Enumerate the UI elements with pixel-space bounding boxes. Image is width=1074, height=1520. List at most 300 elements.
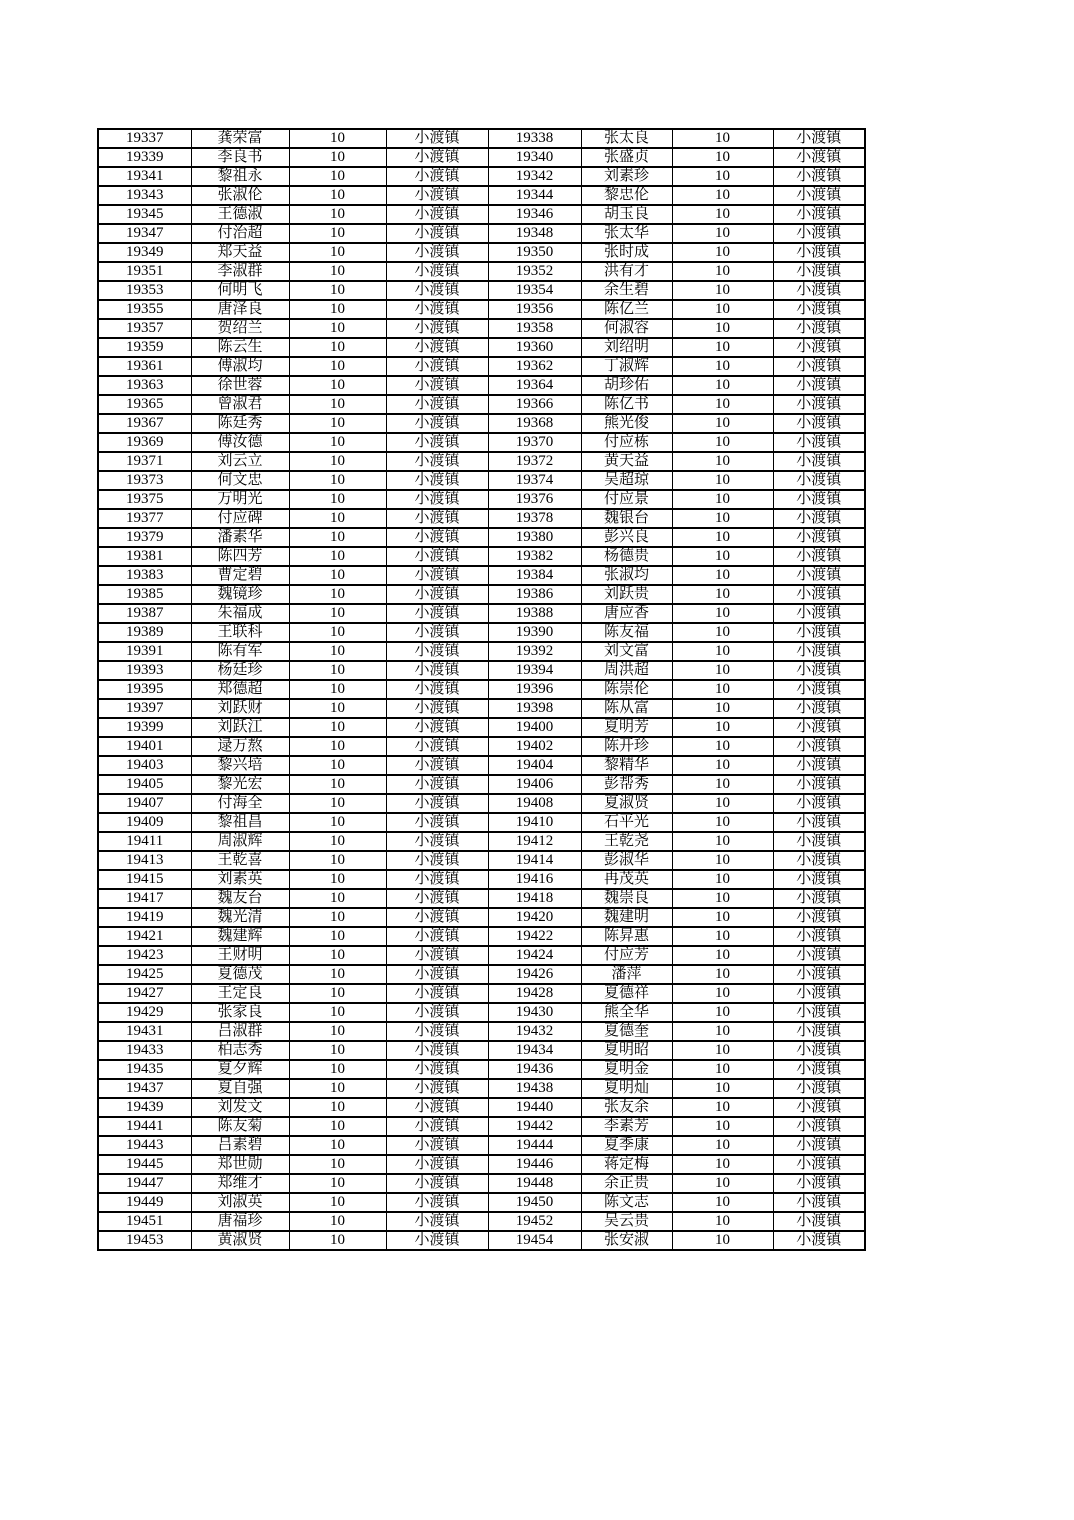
- person-name-cell: 王联科: [191, 623, 289, 642]
- amount-cell: 10: [289, 1098, 386, 1117]
- person-id-cell: 19415: [98, 870, 191, 889]
- amount-cell: 10: [672, 1174, 773, 1193]
- table-row: [98, 452, 865, 471]
- person-name-cell: 杨廷珍: [191, 661, 289, 680]
- amount-cell: 10: [289, 984, 386, 1003]
- person-id-cell: 19390: [488, 623, 581, 642]
- amount-cell: 10: [289, 148, 386, 167]
- amount-cell: 10: [672, 604, 773, 623]
- amount-cell: 10: [289, 167, 386, 186]
- person-name-cell: 陈友菊: [191, 1117, 289, 1136]
- amount-cell: 10: [289, 680, 386, 699]
- amount-cell: 10: [672, 509, 773, 528]
- town-cell: 小渡镇: [386, 1212, 488, 1231]
- person-id-cell: 19433: [98, 1041, 191, 1060]
- table-row: [98, 1022, 865, 1041]
- person-name-cell: 潘萍: [581, 965, 672, 984]
- town-cell: 小渡镇: [773, 357, 865, 376]
- town-cell: 小渡镇: [773, 642, 865, 661]
- person-id-cell: 19367: [98, 414, 191, 433]
- person-id-cell: 19343: [98, 186, 191, 205]
- person-name-cell: 黎忠伦: [581, 186, 672, 205]
- amount-cell: 10: [672, 338, 773, 357]
- person-name-cell: 彭帮秀: [581, 775, 672, 794]
- table-row: [98, 395, 865, 414]
- person-name-cell: 徐世蓉: [191, 376, 289, 395]
- person-name-cell: 李良书: [191, 148, 289, 167]
- person-id-cell: 19436: [488, 1060, 581, 1079]
- town-cell: 小渡镇: [773, 1193, 865, 1212]
- amount-cell: 10: [289, 908, 386, 927]
- table-row: [98, 1136, 865, 1155]
- person-id-cell: 19422: [488, 927, 581, 946]
- town-cell: 小渡镇: [386, 927, 488, 946]
- person-id-cell: 19358: [488, 319, 581, 338]
- amount-cell: 10: [289, 718, 386, 737]
- person-id-cell: 19384: [488, 566, 581, 585]
- person-name-cell: 夏德茂: [191, 965, 289, 984]
- amount-cell: 10: [672, 566, 773, 585]
- town-cell: 小渡镇: [386, 243, 488, 262]
- person-id-cell: 19372: [488, 452, 581, 471]
- person-id-cell: 19418: [488, 889, 581, 908]
- table-row: [98, 414, 865, 433]
- amount-cell: 10: [289, 129, 386, 148]
- town-cell: 小渡镇: [773, 547, 865, 566]
- person-id-cell: 19389: [98, 623, 191, 642]
- person-name-cell: 郑德超: [191, 680, 289, 699]
- town-cell: 小渡镇: [773, 889, 865, 908]
- person-id-cell: 19385: [98, 585, 191, 604]
- town-cell: 小渡镇: [386, 718, 488, 737]
- person-name-cell: 黎光宏: [191, 775, 289, 794]
- person-name-cell: 郑维才: [191, 1174, 289, 1193]
- person-id-cell: 19378: [488, 509, 581, 528]
- town-cell: 小渡镇: [386, 452, 488, 471]
- town-cell: 小渡镇: [773, 262, 865, 281]
- town-cell: 小渡镇: [773, 984, 865, 1003]
- person-name-cell: 魏银台: [581, 509, 672, 528]
- town-cell: 小渡镇: [773, 737, 865, 756]
- amount-cell: 10: [672, 433, 773, 452]
- person-id-cell: 19421: [98, 927, 191, 946]
- amount-cell: 10: [672, 528, 773, 547]
- amount-cell: 10: [289, 414, 386, 433]
- person-id-cell: 19438: [488, 1079, 581, 1098]
- amount-cell: 10: [672, 452, 773, 471]
- person-name-cell: 曾淑君: [191, 395, 289, 414]
- person-name-cell: 潘素华: [191, 528, 289, 547]
- person-name-cell: 李素芳: [581, 1117, 672, 1136]
- town-cell: 小渡镇: [773, 680, 865, 699]
- town-cell: 小渡镇: [386, 1060, 488, 1079]
- person-id-cell: 19447: [98, 1174, 191, 1193]
- person-id-cell: 19441: [98, 1117, 191, 1136]
- person-id-cell: 19394: [488, 661, 581, 680]
- person-name-cell: 冉茂英: [581, 870, 672, 889]
- person-name-cell: 王乾尧: [581, 832, 672, 851]
- amount-cell: 10: [289, 1193, 386, 1212]
- person-id-cell: 19357: [98, 319, 191, 338]
- person-name-cell: 王定良: [191, 984, 289, 1003]
- person-name-cell: 唐应香: [581, 604, 672, 623]
- person-name-cell: 丁淑辉: [581, 357, 672, 376]
- person-id-cell: 19356: [488, 300, 581, 319]
- town-cell: 小渡镇: [386, 566, 488, 585]
- table-row: [98, 281, 865, 300]
- person-name-cell: 逯万熬: [191, 737, 289, 756]
- table-row: [98, 1231, 865, 1250]
- amount-cell: 10: [672, 1212, 773, 1231]
- town-cell: 小渡镇: [773, 129, 865, 148]
- person-name-cell: 余生碧: [581, 281, 672, 300]
- person-id-cell: 19376: [488, 490, 581, 509]
- roster-table-body: [98, 129, 865, 1250]
- amount-cell: 10: [672, 186, 773, 205]
- amount-cell: 10: [289, 1022, 386, 1041]
- table-row: [98, 167, 865, 186]
- table-row: [98, 224, 865, 243]
- person-name-cell: 蒋定梅: [581, 1155, 672, 1174]
- town-cell: 小渡镇: [773, 699, 865, 718]
- town-cell: 小渡镇: [386, 737, 488, 756]
- person-id-cell: 19420: [488, 908, 581, 927]
- table-row: [98, 357, 865, 376]
- town-cell: 小渡镇: [773, 1155, 865, 1174]
- person-id-cell: 19363: [98, 376, 191, 395]
- town-cell: 小渡镇: [386, 984, 488, 1003]
- amount-cell: 10: [289, 528, 386, 547]
- amount-cell: 10: [672, 129, 773, 148]
- town-cell: 小渡镇: [386, 870, 488, 889]
- person-id-cell: 19360: [488, 338, 581, 357]
- amount-cell: 10: [289, 623, 386, 642]
- person-id-cell: 19359: [98, 338, 191, 357]
- table-row: [98, 984, 865, 1003]
- person-id-cell: 19352: [488, 262, 581, 281]
- town-cell: 小渡镇: [386, 1193, 488, 1212]
- person-id-cell: 19442: [488, 1117, 581, 1136]
- amount-cell: 10: [289, 1174, 386, 1193]
- person-id-cell: 19342: [488, 167, 581, 186]
- table-row: [98, 870, 865, 889]
- person-id-cell: 19435: [98, 1060, 191, 1079]
- town-cell: 小渡镇: [386, 414, 488, 433]
- amount-cell: 10: [289, 205, 386, 224]
- amount-cell: 10: [289, 452, 386, 471]
- person-id-cell: 19392: [488, 642, 581, 661]
- amount-cell: 10: [289, 490, 386, 509]
- person-name-cell: 曹定碧: [191, 566, 289, 585]
- table-row: [98, 661, 865, 680]
- amount-cell: 10: [672, 737, 773, 756]
- table-row: [98, 433, 865, 452]
- amount-cell: 10: [672, 775, 773, 794]
- person-name-cell: 付应碑: [191, 509, 289, 528]
- town-cell: 小渡镇: [386, 946, 488, 965]
- person-id-cell: 19398: [488, 699, 581, 718]
- amount-cell: 10: [672, 490, 773, 509]
- town-cell: 小渡镇: [386, 262, 488, 281]
- person-id-cell: 19351: [98, 262, 191, 281]
- person-name-cell: 彭兴良: [581, 528, 672, 547]
- town-cell: 小渡镇: [773, 813, 865, 832]
- town-cell: 小渡镇: [386, 699, 488, 718]
- person-name-cell: 魏友台: [191, 889, 289, 908]
- amount-cell: 10: [289, 851, 386, 870]
- table-row: [98, 1079, 865, 1098]
- person-id-cell: 19437: [98, 1079, 191, 1098]
- amount-cell: 10: [289, 338, 386, 357]
- person-name-cell: 魏建辉: [191, 927, 289, 946]
- amount-cell: 10: [672, 946, 773, 965]
- person-name-cell: 夏德奎: [581, 1022, 672, 1041]
- town-cell: 小渡镇: [773, 395, 865, 414]
- table-row: [98, 1117, 865, 1136]
- person-id-cell: 19446: [488, 1155, 581, 1174]
- person-id-cell: 19350: [488, 243, 581, 262]
- person-name-cell: 傅淑均: [191, 357, 289, 376]
- person-id-cell: 19377: [98, 509, 191, 528]
- amount-cell: 10: [289, 1003, 386, 1022]
- table-row: [98, 832, 865, 851]
- town-cell: 小渡镇: [386, 433, 488, 452]
- person-id-cell: 19408: [488, 794, 581, 813]
- amount-cell: 10: [289, 946, 386, 965]
- amount-cell: 10: [672, 832, 773, 851]
- person-id-cell: 19430: [488, 1003, 581, 1022]
- person-id-cell: 19373: [98, 471, 191, 490]
- town-cell: 小渡镇: [386, 148, 488, 167]
- person-id-cell: 19453: [98, 1231, 191, 1250]
- amount-cell: 10: [289, 775, 386, 794]
- amount-cell: 10: [289, 471, 386, 490]
- person-id-cell: 19371: [98, 452, 191, 471]
- town-cell: 小渡镇: [773, 433, 865, 452]
- town-cell: 小渡镇: [773, 851, 865, 870]
- table-row: [98, 1212, 865, 1231]
- town-cell: 小渡镇: [386, 205, 488, 224]
- table-row: [98, 1041, 865, 1060]
- person-id-cell: 19370: [488, 433, 581, 452]
- amount-cell: 10: [672, 1117, 773, 1136]
- amount-cell: 10: [289, 832, 386, 851]
- person-id-cell: 19388: [488, 604, 581, 623]
- amount-cell: 10: [672, 794, 773, 813]
- person-name-cell: 魏崇良: [581, 889, 672, 908]
- person-name-cell: 黄天益: [581, 452, 672, 471]
- town-cell: 小渡镇: [773, 167, 865, 186]
- amount-cell: 10: [672, 965, 773, 984]
- person-name-cell: 张淑伦: [191, 186, 289, 205]
- amount-cell: 10: [672, 851, 773, 870]
- table-row: [98, 889, 865, 908]
- person-id-cell: 19344: [488, 186, 581, 205]
- person-name-cell: 陈开珍: [581, 737, 672, 756]
- person-name-cell: 付应栋: [581, 433, 672, 452]
- town-cell: 小渡镇: [773, 1041, 865, 1060]
- person-id-cell: 19448: [488, 1174, 581, 1193]
- table-row: [98, 1003, 865, 1022]
- town-cell: 小渡镇: [386, 1079, 488, 1098]
- person-name-cell: 郑天益: [191, 243, 289, 262]
- town-cell: 小渡镇: [386, 528, 488, 547]
- town-cell: 小渡镇: [386, 1155, 488, 1174]
- town-cell: 小渡镇: [773, 1117, 865, 1136]
- person-id-cell: 19353: [98, 281, 191, 300]
- table-row: [98, 338, 865, 357]
- table-row: [98, 205, 865, 224]
- town-cell: 小渡镇: [386, 167, 488, 186]
- amount-cell: 10: [289, 243, 386, 262]
- town-cell: 小渡镇: [386, 794, 488, 813]
- amount-cell: 10: [672, 908, 773, 927]
- town-cell: 小渡镇: [386, 224, 488, 243]
- amount-cell: 10: [289, 357, 386, 376]
- person-id-cell: 19401: [98, 737, 191, 756]
- person-id-cell: 19425: [98, 965, 191, 984]
- person-id-cell: 19407: [98, 794, 191, 813]
- town-cell: 小渡镇: [773, 490, 865, 509]
- person-name-cell: 刘跃财: [191, 699, 289, 718]
- amount-cell: 10: [289, 794, 386, 813]
- person-id-cell: 19402: [488, 737, 581, 756]
- person-id-cell: 19424: [488, 946, 581, 965]
- amount-cell: 10: [289, 1212, 386, 1231]
- town-cell: 小渡镇: [773, 300, 865, 319]
- person-name-cell: 刘文富: [581, 642, 672, 661]
- amount-cell: 10: [289, 566, 386, 585]
- person-id-cell: 19346: [488, 205, 581, 224]
- table-row: [98, 775, 865, 794]
- table-row: [98, 148, 865, 167]
- person-name-cell: 唐福珍: [191, 1212, 289, 1231]
- town-cell: 小渡镇: [773, 319, 865, 338]
- person-id-cell: 19364: [488, 376, 581, 395]
- town-cell: 小渡镇: [773, 756, 865, 775]
- person-id-cell: 19434: [488, 1041, 581, 1060]
- town-cell: 小渡镇: [773, 243, 865, 262]
- town-cell: 小渡镇: [773, 1136, 865, 1155]
- amount-cell: 10: [289, 965, 386, 984]
- table-row: [98, 319, 865, 338]
- amount-cell: 10: [672, 813, 773, 832]
- amount-cell: 10: [672, 395, 773, 414]
- amount-cell: 10: [672, 281, 773, 300]
- person-id-cell: 19348: [488, 224, 581, 243]
- amount-cell: 10: [289, 1231, 386, 1250]
- town-cell: 小渡镇: [386, 623, 488, 642]
- person-id-cell: 19341: [98, 167, 191, 186]
- table-row: [98, 699, 865, 718]
- person-name-cell: 付应景: [581, 490, 672, 509]
- person-id-cell: 19362: [488, 357, 581, 376]
- person-name-cell: 黎兴培: [191, 756, 289, 775]
- person-name-cell: 余正贵: [581, 1174, 672, 1193]
- person-id-cell: 19345: [98, 205, 191, 224]
- amount-cell: 10: [672, 623, 773, 642]
- amount-cell: 10: [289, 395, 386, 414]
- person-name-cell: 夏自强: [191, 1079, 289, 1098]
- person-name-cell: 付治超: [191, 224, 289, 243]
- amount-cell: 10: [672, 699, 773, 718]
- person-id-cell: 19449: [98, 1193, 191, 1212]
- amount-cell: 10: [289, 699, 386, 718]
- amount-cell: 10: [289, 927, 386, 946]
- town-cell: 小渡镇: [773, 566, 865, 585]
- person-name-cell: 张友余: [581, 1098, 672, 1117]
- amount-cell: 10: [672, 1079, 773, 1098]
- amount-cell: 10: [672, 1155, 773, 1174]
- table-row: [98, 604, 865, 623]
- town-cell: 小渡镇: [386, 281, 488, 300]
- person-name-cell: 魏镜珍: [191, 585, 289, 604]
- table-row: [98, 528, 865, 547]
- town-cell: 小渡镇: [386, 1003, 488, 1022]
- table-row: [98, 1155, 865, 1174]
- town-cell: 小渡镇: [773, 528, 865, 547]
- amount-cell: 10: [672, 1193, 773, 1212]
- person-name-cell: 陈昇惠: [581, 927, 672, 946]
- amount-cell: 10: [672, 661, 773, 680]
- person-id-cell: 19374: [488, 471, 581, 490]
- amount-cell: 10: [289, 319, 386, 338]
- amount-cell: 10: [289, 1155, 386, 1174]
- amount-cell: 10: [289, 281, 386, 300]
- person-id-cell: 19439: [98, 1098, 191, 1117]
- town-cell: 小渡镇: [386, 661, 488, 680]
- table-row: [98, 566, 865, 585]
- person-id-cell: 19375: [98, 490, 191, 509]
- table-row: [98, 927, 865, 946]
- person-name-cell: 何淑容: [581, 319, 672, 338]
- table-row: [98, 471, 865, 490]
- town-cell: 小渡镇: [386, 357, 488, 376]
- person-name-cell: 陈崇伦: [581, 680, 672, 699]
- town-cell: 小渡镇: [386, 1041, 488, 1060]
- amount-cell: 10: [672, 870, 773, 889]
- person-name-cell: 万明光: [191, 490, 289, 509]
- table-row: [98, 965, 865, 984]
- table-row: [98, 547, 865, 566]
- town-cell: 小渡镇: [773, 1003, 865, 1022]
- person-name-cell: 张时成: [581, 243, 672, 262]
- amount-cell: 10: [289, 1079, 386, 1098]
- town-cell: 小渡镇: [386, 585, 488, 604]
- person-id-cell: 19431: [98, 1022, 191, 1041]
- person-name-cell: 何文忠: [191, 471, 289, 490]
- town-cell: 小渡镇: [773, 794, 865, 813]
- person-id-cell: 19432: [488, 1022, 581, 1041]
- person-name-cell: 夏夕辉: [191, 1060, 289, 1079]
- amount-cell: 10: [672, 680, 773, 699]
- person-id-cell: 19339: [98, 148, 191, 167]
- person-name-cell: 陈亿书: [581, 395, 672, 414]
- person-id-cell: 19354: [488, 281, 581, 300]
- person-name-cell: 吕素碧: [191, 1136, 289, 1155]
- town-cell: 小渡镇: [773, 718, 865, 737]
- person-name-cell: 刘素珍: [581, 167, 672, 186]
- person-name-cell: 付海全: [191, 794, 289, 813]
- person-name-cell: 刘云立: [191, 452, 289, 471]
- amount-cell: 10: [289, 1117, 386, 1136]
- person-name-cell: 陈友福: [581, 623, 672, 642]
- person-id-cell: 19397: [98, 699, 191, 718]
- person-name-cell: 黄淑贤: [191, 1231, 289, 1250]
- amount-cell: 10: [289, 756, 386, 775]
- amount-cell: 10: [672, 471, 773, 490]
- amount-cell: 10: [289, 224, 386, 243]
